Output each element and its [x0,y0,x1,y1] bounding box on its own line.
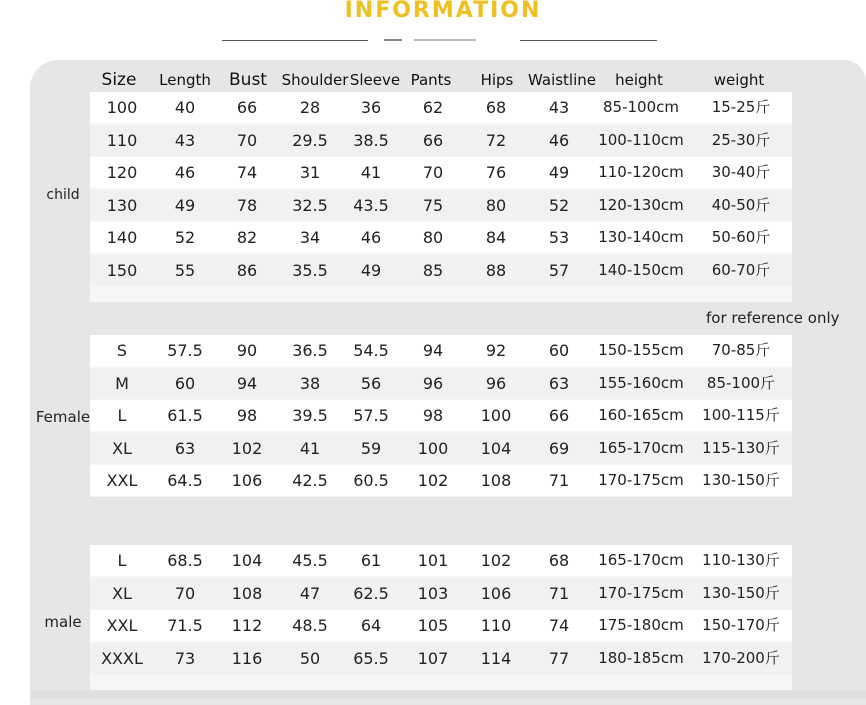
table-cell-length: 70 [174,583,196,603]
table-cell-sleeve: 57.5 [353,406,389,425]
table-cell-length: 40 [174,98,196,117]
table-row [90,465,792,496]
table-cell-weight: 115-130斤 [702,438,780,457]
header-shoulder: Shoulder [281,71,349,89]
table-cell-hips: 96 [485,373,507,393]
table-cell-weight: 130-150斤 [702,583,780,602]
table-cell-weight: 170-200斤 [702,648,780,667]
table-cell-weight: 50-60斤 [711,228,771,246]
table-cell-hips: 76 [485,163,507,182]
table-cell-pants: 80 [422,228,444,247]
table-cell-hips: 114 [480,648,512,668]
table-cell-sleeve: 64 [360,616,382,635]
table-row [90,157,792,188]
header-pants: Pants [410,71,452,89]
table-cell-shoulder: 45.5 [292,551,328,570]
table-cell-size: 110 [106,130,138,150]
table-cell-pants: 70 [422,163,444,182]
table-cell-size: L [117,551,127,570]
page-title: INFORMATION [344,0,542,23]
title-divider-dash [384,39,402,41]
table-cell-length: 60 [174,373,196,393]
table-cell-height: 140-150cm [598,260,684,279]
table-cell-hips: 106 [480,583,512,603]
table-cell-weight: 25-30斤 [711,130,771,149]
table-cell-pants: 105 [417,616,449,635]
table-cell-bust: 102 [231,438,263,458]
table-cell-shoulder: 35.5 [292,260,328,280]
table-cell-length: 52 [174,228,196,247]
table-cell-hips: 108 [480,471,512,490]
table-cell-height: 165-170cm [598,551,684,569]
table-cell-weight: 30-40斤 [711,163,771,181]
table-row [90,92,792,123]
table-cell-weight: 100-115斤 [702,406,780,424]
table-cell-pants: 75 [422,195,444,215]
table-cell-size: XL [112,438,132,458]
table-cell-waistline: 77 [548,648,570,668]
table-cell-bust: 78 [236,195,258,215]
table-cell-waistline: 49 [548,163,570,182]
table-cell-height: 100-110cm [598,130,684,149]
table-cell-pants: 103 [417,583,449,603]
table-cell-hips: 80 [485,195,507,215]
table-cell-height: 150-155cm [598,341,684,359]
table-cell-pants: 100 [417,438,449,458]
table-cell-size: XL [112,583,132,603]
table-cell-waistline: 68 [548,551,570,570]
header-length: Length [159,71,211,89]
table-cell-sleeve: 59 [360,438,382,458]
table-cell-waistline: 52 [548,195,570,215]
header-height: height [615,71,663,89]
table-row [90,610,792,641]
table-cell-height: 170-175cm [598,471,684,489]
table-cell-shoulder: 36.5 [292,341,328,360]
table-cell-sleeve: 36 [360,98,382,117]
table-cell-pants: 66 [422,130,444,150]
table-row [90,400,792,431]
table-cell-bust: 90 [236,341,258,360]
table-cell-length: 63 [174,438,196,458]
group-label-male: male [44,613,82,631]
table-cell-weight: 85-100斤 [706,373,776,392]
table-cell-bust: 104 [231,551,263,570]
table-cell-hips: 72 [485,130,507,150]
table-cell-pants: 102 [417,471,449,490]
table-cell-size: 100 [106,98,138,117]
table-cell-length: 43 [174,130,196,150]
table-row [90,335,792,366]
table-cell-hips: 88 [485,260,507,280]
table-cell-waistline: 74 [548,616,570,635]
table-cell-height: 120-130cm [598,195,684,214]
table-cell-sleeve: 54.5 [353,341,389,360]
table-cell-sleeve: 46 [360,228,382,247]
table-cell-size: M [115,373,129,393]
table-cell-bust: 66 [236,98,258,117]
table-cell-sleeve: 49 [360,260,382,280]
table-cell-length: 68.5 [167,551,203,570]
table-cell-length: 46 [174,163,196,182]
table-cell-height: 165-170cm [598,438,684,457]
title-divider-right [520,40,657,41]
table-cell-hips: 104 [480,438,512,458]
table-cell-bust: 116 [231,648,263,668]
table-row [90,433,792,464]
header-weight: weight [713,71,765,89]
group-label-child: child [46,187,80,203]
table-cell-shoulder: 48.5 [292,616,328,635]
table-cell-sleeve: 60.5 [353,471,389,490]
table-cell-waistline: 69 [548,438,570,458]
table-cell-pants: 94 [422,341,444,360]
table-cell-length: 73 [174,648,196,668]
table-cell-weight: 130-150斤 [702,471,780,489]
table-cell-bust: 108 [231,583,263,603]
table-cell-height: 110-120cm [598,163,684,181]
table-cell-sleeve: 56 [360,373,382,393]
table-cell-hips: 92 [485,341,507,360]
table-row [90,125,792,156]
table-cell-waistline: 71 [548,583,570,603]
title-divider-left [222,40,368,41]
table-cell-pants: 101 [417,551,449,570]
table-cell-height: 155-160cm [598,373,684,392]
table-cell-shoulder: 42.5 [292,471,328,490]
table-cell-bust: 82 [236,228,258,247]
table-cell-shoulder: 47 [299,583,321,603]
table-row [90,222,792,253]
title-divider-dash [414,39,476,41]
table-cell-weight: 110-130斤 [702,551,780,569]
table-row [90,255,792,286]
table-cell-pants: 107 [417,648,449,668]
table-cell-shoulder: 39.5 [292,406,328,425]
table-cell-height: 85-100cm [603,98,679,116]
table-cell-bust: 106 [231,471,263,490]
table-bottom-band [30,690,866,699]
table-row [90,545,792,576]
table-cell-length: 64.5 [167,471,203,490]
table-cell-sleeve: 62.5 [353,583,389,603]
table-cell-size: 130 [106,195,138,215]
table-cell-waistline: 66 [548,406,570,425]
table-cell-weight: 150-170斤 [702,616,780,634]
table-cell-waistline: 43 [548,98,570,117]
table-cell-sleeve: 65.5 [353,648,389,668]
table-cell-bust: 86 [236,260,258,280]
table-cell-height: 180-185cm [598,648,684,667]
table-cell-waistline: 60 [548,341,570,360]
table-cell-shoulder: 38 [299,373,321,393]
table-cell-size: XXXL [101,648,143,668]
table-cell-bust: 70 [236,130,258,150]
table-cell-shoulder: 32.5 [292,195,328,215]
table-cell-height: 170-175cm [598,583,684,602]
table-cell-waistline: 63 [548,373,570,393]
table-cell-sleeve: 38.5 [353,130,389,150]
table-cell-shoulder: 31 [299,163,321,182]
table-cell-height: 130-140cm [598,228,684,246]
table-cell-length: 57.5 [167,341,203,360]
table-cell-hips: 100 [480,406,512,425]
table-cell-hips: 68 [485,98,507,117]
group-label-female: Female [35,408,91,426]
table-cell-shoulder: 28 [299,98,321,117]
table-row [90,643,792,674]
table-row [90,190,792,221]
table-row [90,578,792,609]
header-waistline: Waistline [528,71,596,89]
table-row [90,368,792,399]
table-cell-bust: 94 [236,373,258,393]
table-cell-bust: 98 [236,406,258,425]
table-cell-waistline: 53 [548,228,570,247]
table-cell-pants: 62 [422,98,444,117]
table-cell-size: 140 [106,228,138,247]
header-sleeve: Sleeve [349,71,401,89]
table-cell-size: L [117,406,127,425]
table-cell-pants: 98 [422,406,444,425]
table-cell-waistline: 71 [548,471,570,490]
table-cell-pants: 85 [422,260,444,280]
table-cell-shoulder: 34 [299,228,321,247]
table-cell-shoulder: 50 [299,648,321,668]
table-cell-bust: 74 [236,163,258,182]
table-cell-size: S [116,341,128,360]
table-cell-shoulder: 41 [299,438,321,458]
table-cell-sleeve: 43.5 [353,195,389,215]
table-cell-pants: 96 [422,373,444,393]
table-cell-hips: 110 [480,616,512,635]
header-bust: Bust [229,70,267,90]
table-cell-length: 71.5 [167,616,203,635]
table-cell-length: 55 [174,260,196,280]
table-cell-waistline: 46 [548,130,570,150]
table-cell-size: XXL [106,616,138,635]
reference-note: for reference only [706,309,840,327]
table-cell-shoulder: 29.5 [292,130,328,150]
table-cell-size: 120 [106,163,138,182]
table-cell-length: 61.5 [167,406,203,425]
table-cell-hips: 102 [480,551,512,570]
table-cell-weight: 40-50斤 [711,195,771,214]
table-cell-weight: 70-85斤 [711,341,771,359]
table-cell-weight: 15-25斤 [711,98,771,116]
header-size: Size [101,70,137,90]
table-cell-bust: 112 [231,616,263,635]
table-cell-weight: 60-70斤 [711,260,771,279]
table-cell-height: 160-165cm [598,406,684,424]
table-cell-sleeve: 41 [360,163,382,182]
table-cell-length: 49 [174,195,196,215]
table-cell-waistline: 57 [548,260,570,280]
table-cell-hips: 84 [485,228,507,247]
table-cell-sleeve: 61 [360,551,382,570]
header-hips: Hips [480,71,514,89]
table-cell-size: 150 [106,260,138,280]
table-cell-height: 175-180cm [598,616,684,634]
table-cell-size: XXL [106,471,138,490]
